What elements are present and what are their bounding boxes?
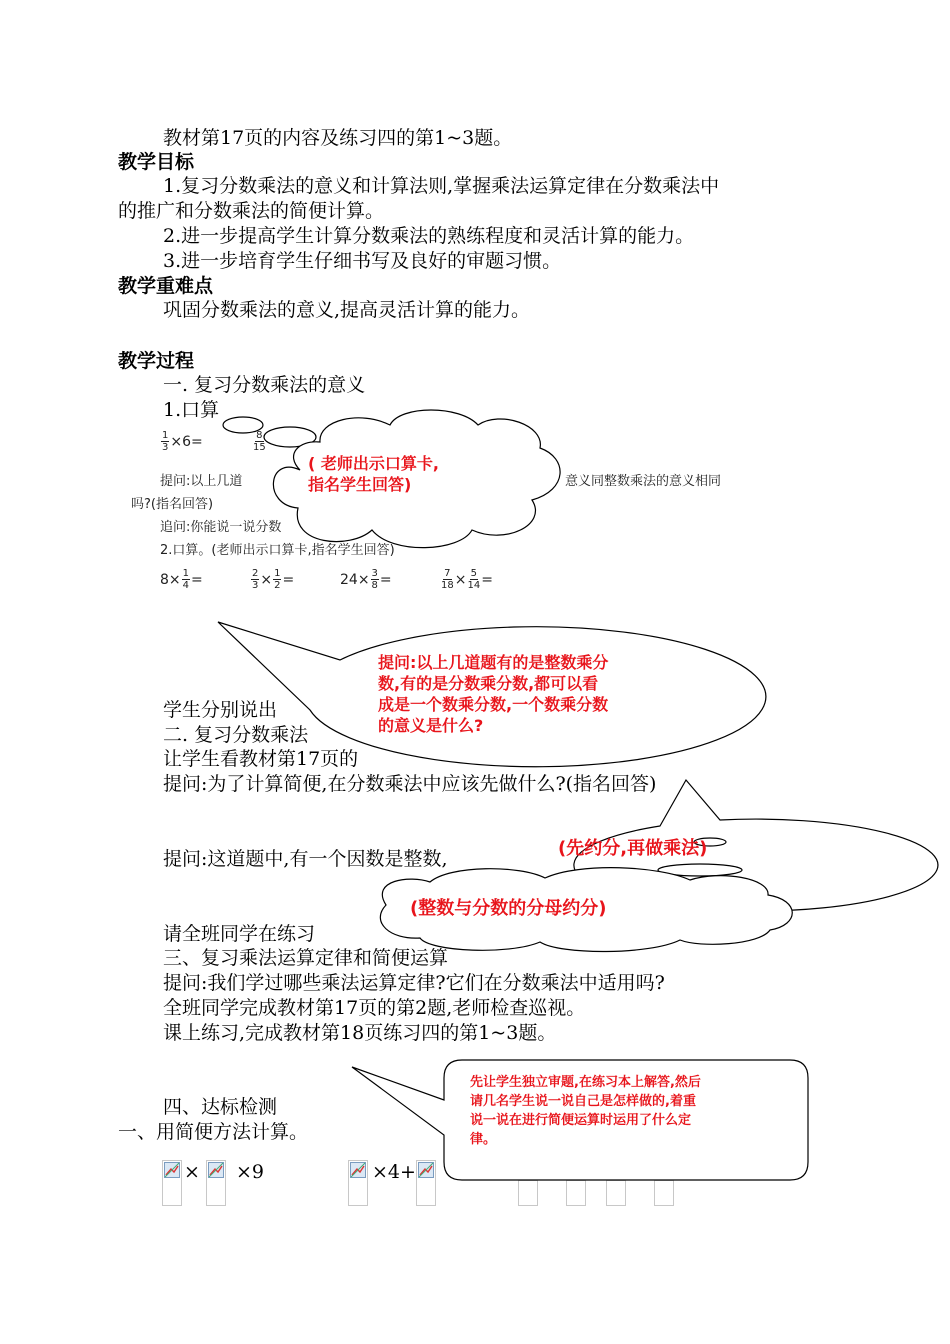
oral-2-line: 2.口算。(老师出示口算卡,指名学生回答) [160, 543, 395, 558]
goal-2-line: 2.进一步提高学生计算分数乘法的熟练程度和灵活计算的能力。 [163, 225, 695, 247]
expr-2-text: ×4+ [372, 1161, 416, 1183]
callout-line: 指名学生回答) [308, 475, 412, 494]
fraction: $\frac{8}{15}$ [253, 430, 266, 453]
callout-independent [470, 1073, 701, 1149]
finish-book-line: 全班同学完成教材第17页的第2题,老师检查巡视。 [163, 997, 586, 1019]
fraction: $\frac{1}{3}$ [162, 430, 169, 453]
goal-3-line: 3.进一步培育学生仔细书写及良好的审题习惯。 [163, 250, 562, 272]
callout-line: 先让学生独立审题,在练习本上解答,然后 [470, 1075, 701, 1090]
q-factor-line: 提问:这道题中,有一个因数是整数, [163, 848, 448, 870]
step-4-line: 四、达标检测 [163, 1096, 278, 1118]
fraction: $\frac{7}{18}$ [441, 568, 454, 591]
callout-line: 数,有的是分数乘分数,都可以看 [378, 674, 599, 693]
callout-reduce-first: (先约分,再做乘法) [558, 838, 708, 859]
goal-1-line-b: 的推广和分数乘法的简便计算。 [118, 200, 385, 222]
callout-reduce-integer: (整数与分数的分母约分) [410, 898, 607, 919]
ask-line-c: 吗?(指名回答) [131, 497, 214, 512]
callout-teacher-show [308, 453, 439, 495]
oral-1-line: 1.口算 [163, 399, 220, 421]
thought-dot-small [223, 417, 263, 433]
keypoints-line: 巩固分数乘法的意义,提高灵活计算的能力。 [163, 299, 531, 321]
whole-class-line: 请全班同学在练习 [163, 923, 316, 945]
callout-line: ( 老师出示口算卡, [308, 454, 439, 473]
simple-calc-line: 一、用简便方法计算。 [118, 1121, 309, 1143]
look-book-line: 让学生看教材第17页的 [163, 748, 359, 770]
ask-line-b: 意义同整数乘法的意义相同 [565, 474, 722, 489]
step-1-line: 一. 复习分数乘法的意义 [163, 374, 366, 396]
class-exercise-line: 课上练习,完成教材第18页练习四的第1~3题。 [163, 1022, 557, 1044]
callout-line: 的意义是什么? [378, 716, 484, 735]
expr-1-tail: ×9 [236, 1161, 265, 1183]
q-simplify-line: 提问:为了计算简便,在分数乘法中应该先做什么?(指名回答) [163, 773, 657, 795]
callout-line: 律。 [470, 1132, 497, 1147]
fraction: $\frac{5}{14}$ [467, 568, 481, 591]
callout-line: 成是一个数乘分数,一个数乘分数 [378, 695, 609, 714]
calc-3: 24× $\frac{3}{8}$ = [340, 568, 392, 591]
fraction: $\frac{1}{4}$ [182, 568, 190, 591]
fraction: $\frac{2}{3}$ [252, 568, 259, 591]
step-3-line: 三、复习乘法运算定律和简便运算 [163, 947, 449, 969]
followup-line: 追问:你能说一说分数 [160, 520, 282, 535]
goal-1-line-a: 1.复习分数乘法的意义和计算法则,掌握乘法运算定律在分数乘法中 [163, 175, 720, 197]
ask-line-a: 提问:以上几道 [160, 474, 243, 489]
callout-line: 请几名学生说一说自己是怎样做的,着重 [470, 1094, 696, 1109]
calc-4: $\frac{7}{18}$ × $\frac{5}{14}$ = [441, 568, 493, 591]
intro-line: 教材第17页的内容及练习四的第1~3题。 [163, 127, 513, 149]
fraction: $\frac{1}{2}$ [274, 568, 281, 591]
q-laws-line: 提问:我们学过哪些乘法运算定律?它们在分数乘法中适用吗? [163, 972, 665, 994]
students-say-line: 学生分别说出 [163, 699, 278, 721]
keypoints-heading: 教学重难点 [118, 275, 214, 297]
fraction: $\frac{3}{8}$ [371, 568, 378, 591]
goals-heading: 教学目标 [118, 151, 195, 173]
expr-1-times: × [184, 1161, 200, 1183]
oral-expr-1-text: ×6= [170, 433, 203, 450]
step-2-line: 二. 复习分数乘法 [163, 724, 309, 746]
callout-ask-meaning [378, 652, 608, 736]
calc-2: $\frac{2}{3}$ × $\frac{1}{2}$ = [252, 568, 295, 591]
callout-line: 提问:以上几道题有的是整数乘分 [378, 653, 609, 672]
callout-line: 说一说在进行简便运算时运用了什么定 [470, 1113, 692, 1128]
calc-1: 8× $\frac{1}{4}$ = [160, 568, 203, 591]
process-heading: 教学过程 [118, 350, 195, 372]
